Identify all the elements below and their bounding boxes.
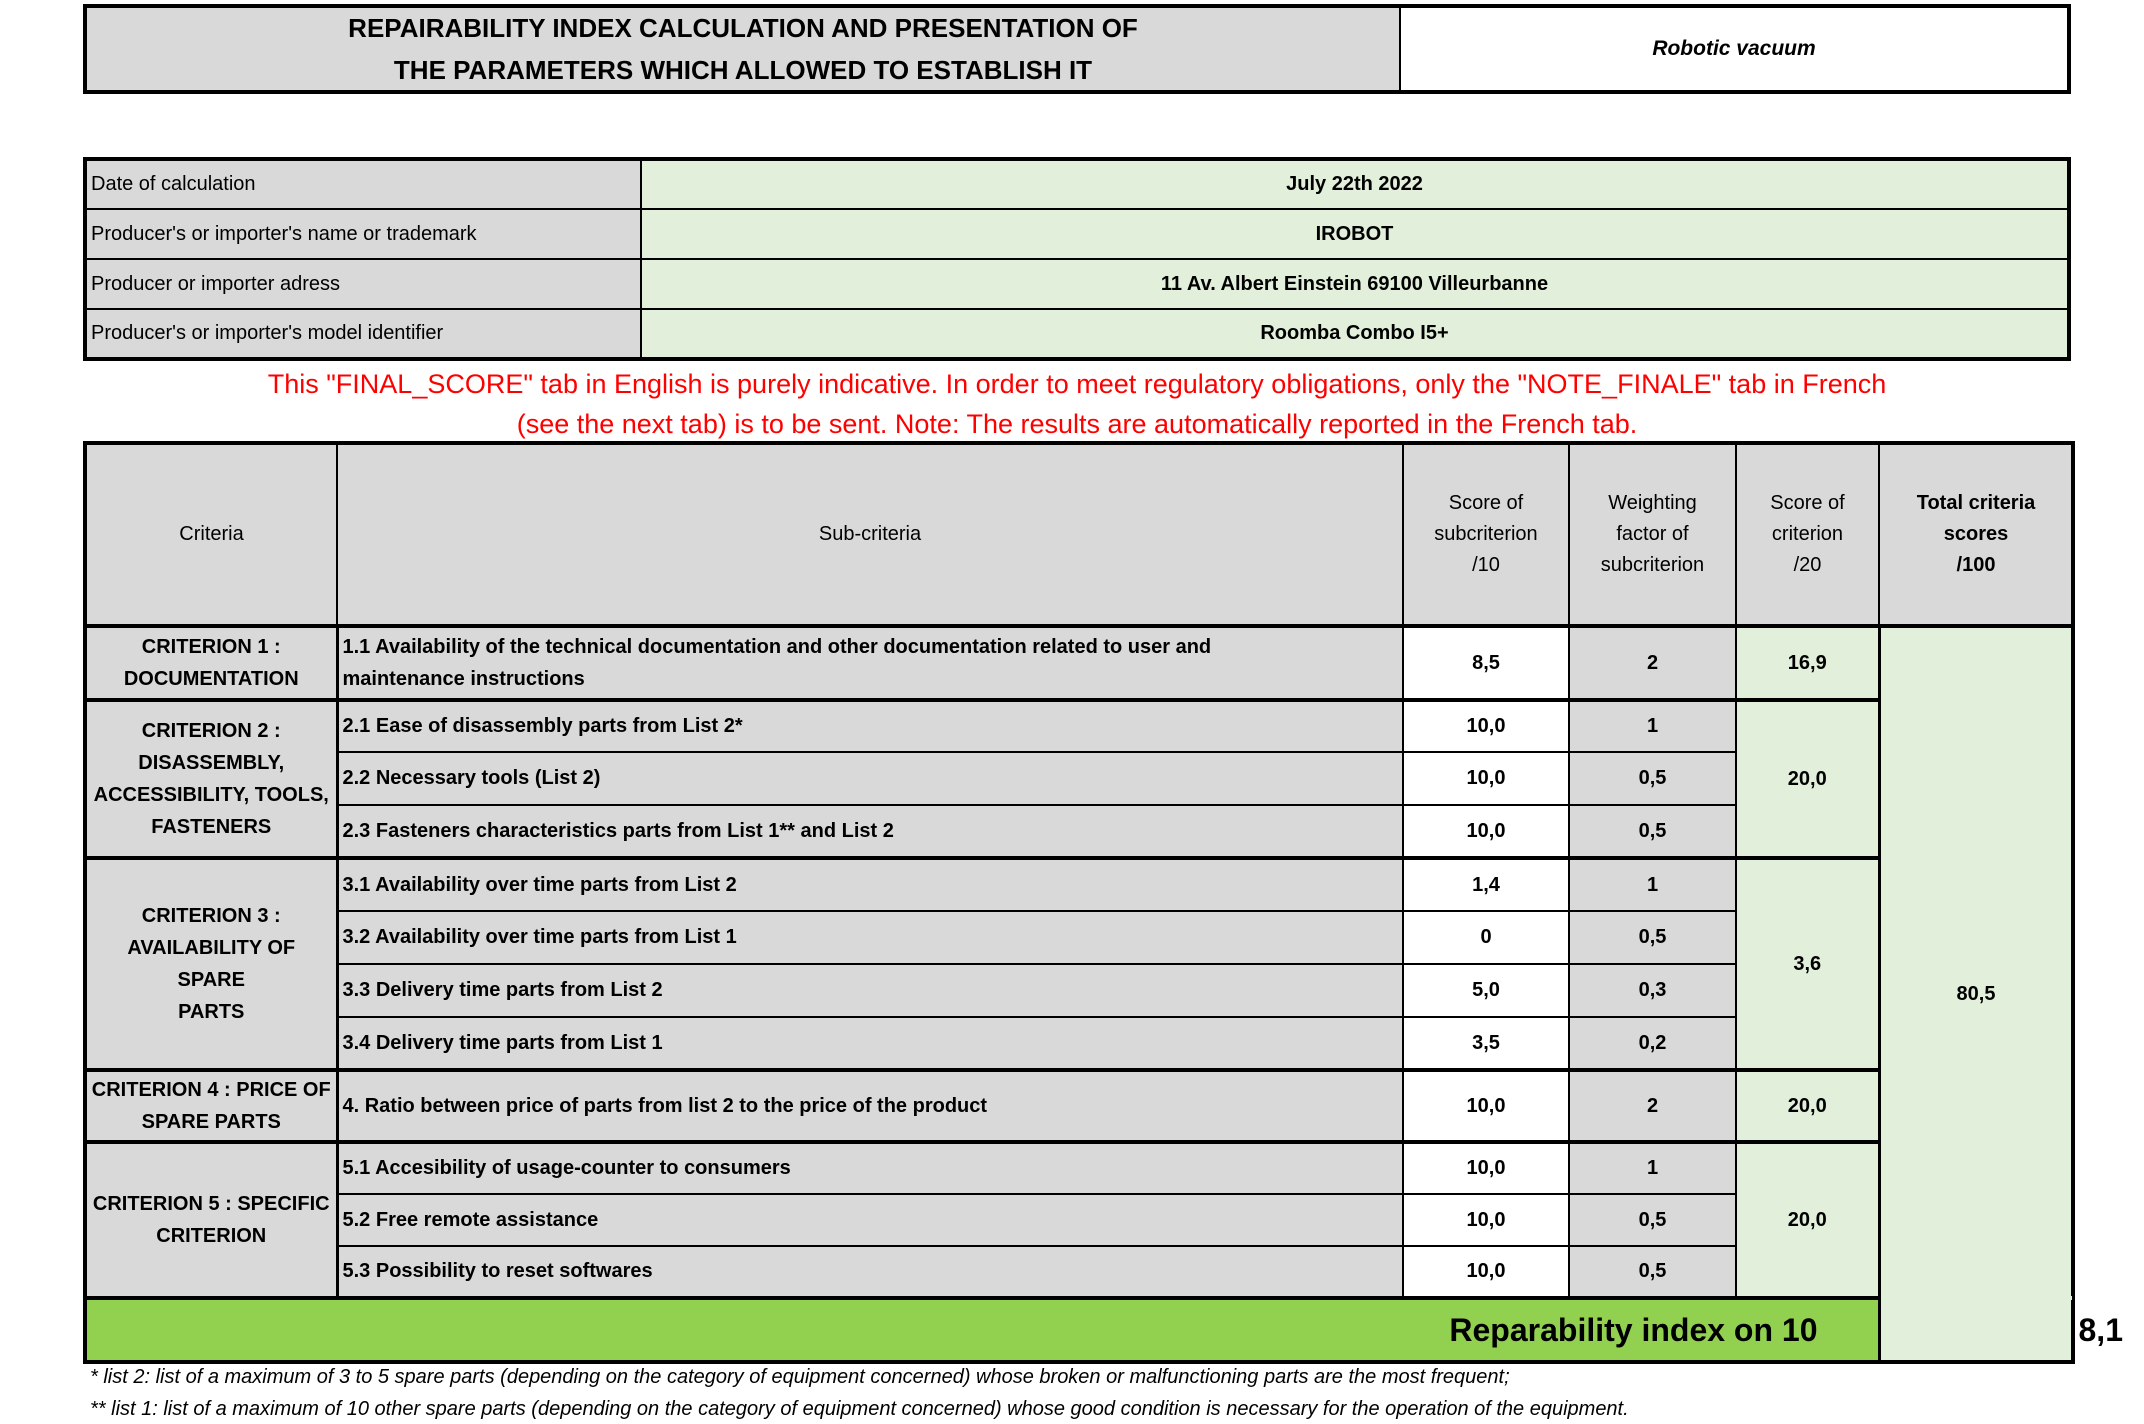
table-row: [85, 626, 2073, 700]
col-score-crit: Score of criterion /20: [1736, 443, 1879, 626]
subcriterion-label: 3.2 Availability over time parts from List 1: [337, 911, 1403, 964]
col-criteria: Criteria: [85, 443, 337, 626]
subcriterion-score: 10,0: [1403, 1246, 1569, 1298]
table-header: [85, 443, 2073, 626]
subcriterion-score: 10,0: [1403, 805, 1569, 858]
report-title: [83, 4, 1401, 94]
subcriterion-label: 3.4 Delivery time parts from List 1: [337, 1017, 1403, 1070]
subcriterion-label: 1.1 Availability of the technical documentation and other documentation related to user and maintenance instructions: [337, 626, 1403, 700]
subcriterion-weight: 1: [1569, 700, 1736, 752]
subcriterion-weight: 0,5: [1569, 805, 1736, 858]
subcriterion-score: 10,0: [1403, 1194, 1569, 1246]
subcriterion-weight: 0,2: [1569, 1017, 1736, 1070]
criterion-score: 20,0: [1736, 700, 1879, 858]
subcriterion-score: 10,0: [1403, 700, 1569, 752]
subcriterion-label: 2.3 Fasteners characteristics parts from List 1** and List 2: [337, 805, 1403, 858]
subcriterion-weight: 1: [1569, 858, 1736, 911]
subcriterion-weight: 0,5: [1569, 1246, 1736, 1298]
info-value: July 22th 2022: [641, 159, 2069, 209]
report-title-line1: REPAIRABILITY INDEX CALCULATION AND PRESENTATION OF: [348, 13, 1138, 43]
info-value: Roomba Combo I5+: [641, 309, 2069, 359]
criterion-name: CRITERION 3 : AVAILABILITY OF SPARE PARTS: [85, 858, 337, 1070]
col-subcriteria: Sub-criteria: [337, 443, 1403, 626]
subcriterion-score: 0: [1403, 911, 1569, 964]
reparability-index-label: Reparability index on 10: [85, 1298, 1879, 1362]
info-label: Producer's or importer's name or trademark: [85, 209, 641, 259]
info-row-name: [85, 209, 2069, 259]
notice-line2: (see the next tab) is to be sent. Note: The results are automatically reported in the French tab.: [516, 409, 1638, 439]
subcriterion-score: 8,5: [1403, 626, 1569, 700]
table-row: [85, 1142, 2073, 1194]
report-title-line2: THE PARAMETERS WHICH ALLOWED TO ESTABLISH IT: [393, 55, 1093, 85]
col-total: Total criteria scores /100: [1879, 443, 2073, 626]
criterion-name: CRITERION 1 : DOCUMENTATION: [85, 626, 337, 700]
subcriterion-label: 5.2 Free remote assistance: [337, 1194, 1403, 1246]
info-label: Date of calculation: [85, 159, 641, 209]
subcriterion-weight: 2: [1569, 1070, 1736, 1142]
subcriterion-label: 2.1 Ease of disassembly parts from List 2*: [337, 700, 1403, 752]
footnote-list-2: * list 2: list of a maximum of 3 to 5 spare parts (depending on the category of equipment concerned) whose broken or malfunctioning parts are the most frequent;: [90, 1366, 1510, 1388]
subcriterion-score: 3,5: [1403, 1017, 1569, 1070]
subcriterion-weight: 0,3: [1569, 964, 1736, 1017]
criterion-score: 20,0: [1736, 1070, 1879, 1142]
subcriterion-label: 3.3 Delivery time parts from List 2: [337, 964, 1403, 1017]
criterion-score: 20,0: [1736, 1142, 1879, 1298]
subcriterion-score: 10,0: [1403, 1070, 1569, 1142]
notice-line1: This "FINAL_SCORE" tab in English is purely indicative. In order to meet regulatory obligations, only the "NOTE_FINALE" tab in French: [267, 369, 1887, 399]
col-weight: Weighting factor of subcriterion: [1569, 443, 1736, 626]
subcriterion-label: 2.2 Necessary tools (List 2): [337, 752, 1403, 805]
subcriterion-score: 10,0: [1403, 752, 1569, 805]
product-type: Robotic vacuum: [1399, 4, 2071, 94]
criterion-name: CRITERION 5 : SPECIFIC CRITERION: [85, 1142, 337, 1298]
info-value: 11 Av. Albert Einstein 69100 Villeurbanne: [641, 259, 2069, 309]
subcriterion-score: 5,0: [1403, 964, 1569, 1017]
final-index-row: Reparability index on 10 8,1: [85, 1298, 2073, 1362]
total-criteria-score: 80,5: [1879, 626, 2073, 1362]
criterion-score: 16,9: [1736, 626, 1879, 700]
score-table: [83, 441, 2123, 1364]
subcriterion-label: 5.1 Accesibility of usage-counter to consumers: [337, 1142, 1403, 1194]
subcriterion-score: 1,4: [1403, 858, 1569, 911]
subcriterion-weight: 2: [1569, 626, 1736, 700]
subcriterion-score: 10,0: [1403, 1142, 1569, 1194]
subcriterion-weight: 0,5: [1569, 1194, 1736, 1246]
table-row: [85, 700, 2073, 752]
col-score-sub: Score of subcriterion /10: [1403, 443, 1569, 626]
subcriterion-label: 3.1 Availability over time parts from List 2: [337, 858, 1403, 911]
info-table: [83, 157, 2071, 361]
notice-text: [83, 364, 2071, 444]
subcriterion-label: 5.3 Possibility to reset softwares: [337, 1246, 1403, 1298]
criterion-name: CRITERION 4 : PRICE OF SPARE PARTS: [85, 1070, 337, 1142]
table-row: [85, 1070, 2073, 1142]
info-value: IROBOT: [641, 209, 2069, 259]
info-row-model: [85, 309, 2069, 359]
info-label: Producer's or importer's model identifier: [85, 309, 641, 359]
info-row-address: [85, 259, 2069, 309]
criterion-score: 3,6: [1736, 858, 1879, 1070]
footnote-list-1: ** list 1: list of a maximum of 10 other spare parts (depending on the category of equipment concerned) whose good condition is necessary for the operation of the equipment.: [90, 1398, 1629, 1420]
info-row-date: [85, 159, 2069, 209]
subcriterion-label: 4. Ratio between price of parts from list 2 to the price of the product: [337, 1070, 1403, 1142]
subcriterion-weight: 1: [1569, 1142, 1736, 1194]
info-label: Producer or importer adress: [85, 259, 641, 309]
criterion-name: CRITERION 2 : DISASSEMBLY, ACCESSIBILITY, TOOLS, FASTENERS: [85, 700, 337, 858]
subcriterion-weight: 0,5: [1569, 911, 1736, 964]
table-row: [85, 858, 2073, 911]
subcriterion-weight: 0,5: [1569, 752, 1736, 805]
